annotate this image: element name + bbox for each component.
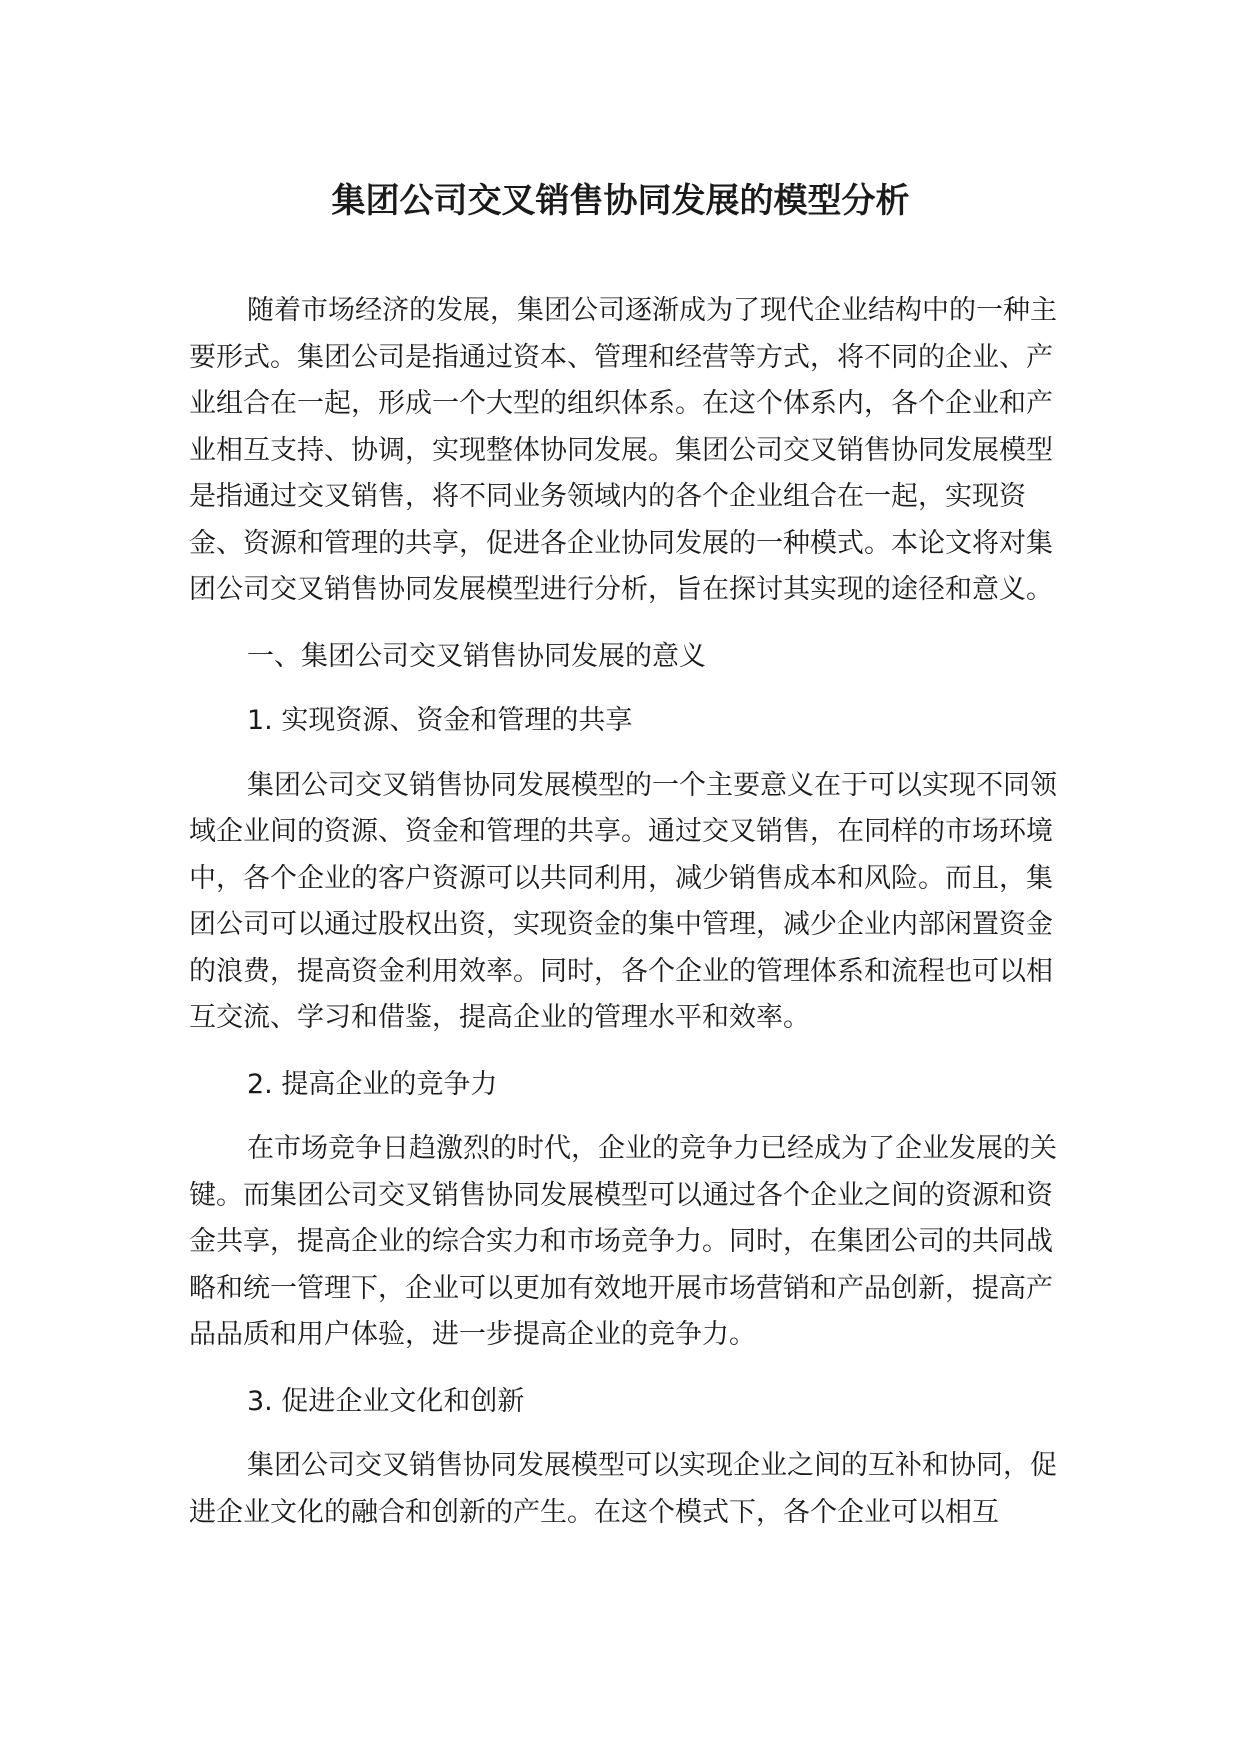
paragraph-sharing: 集团公司交叉销售协同发展模型的一个主要意义在于可以实现不同领域企业间的资源、资金和管理的共享。通过交叉销售，在同样的市场环境中，各个企业的客户资源可以共同利用，减少销售成本和风险。而且，集团公司可以通过股权出资，实现资金的集中管理，减少企业内部闲置资金的浪费，提高资金利用效率。同时，各个企业的管理体系和流程也可以相互交流、学习和借鉴，提高企业的管理水平和效率。 xyxy=(189,769,1057,1033)
subsection-heading-1: 1. 实现资源、资金和管理的共享 xyxy=(247,705,633,736)
paragraph-intro: 随着市场经济的发展，集团公司逐渐成为了现代企业结构中的一种主要形式。集团公司是指通过资本、管理和经营等方式，将不同的企业、产业组合在一起，形成一个大型的组织体系。在这个体系内，各个企业和产业相互支持、协调，实现整体协同发展。集团公司交叉销售协同发展模型是指通过交叉销售，将不同业务领域内的各个企业组合在一起，实现资金、资源和管理的共享，促进各企业协同发展的一种模式。本论文将对集团公司交叉销售协同发展模型进行分析，旨在探讨其实现的途径和意义。 xyxy=(189,295,1057,605)
section-heading-1: 一、集团公司交叉销售协同发展的意义 xyxy=(247,640,706,672)
document-body xyxy=(189,288,1079,1536)
subsection-heading-2: 2. 提高企业的竞争力 xyxy=(247,1068,498,1100)
paragraph-competitiveness: 在市场竞争日趋激烈的时代，企业的竞争力已经成为了企业发展的关键。而集团公司交叉销售协同发展模型可以通过各个企业之间的资源和资金共享，提高企业的综合实力和市场竞争力。同时，在集团公司的共同战略和统一管理下，企业可以更加有效地开展市场营销和产品创新，提高产品品质和用户体验，进一步提高企业的竞争力。 xyxy=(189,1133,1057,1350)
paragraph-culture: 集团公司交叉销售协同发展模型可以实现企业之间的互补和协同，促进企业文化的融合和创新的产生。在这个模式下，各个企业可以相互 xyxy=(189,1450,1057,1528)
document-title: 集团公司交叉销售协同发展的模型分析 xyxy=(331,181,910,221)
subsection-heading-3: 3. 促进企业文化和创新 xyxy=(247,1385,525,1417)
